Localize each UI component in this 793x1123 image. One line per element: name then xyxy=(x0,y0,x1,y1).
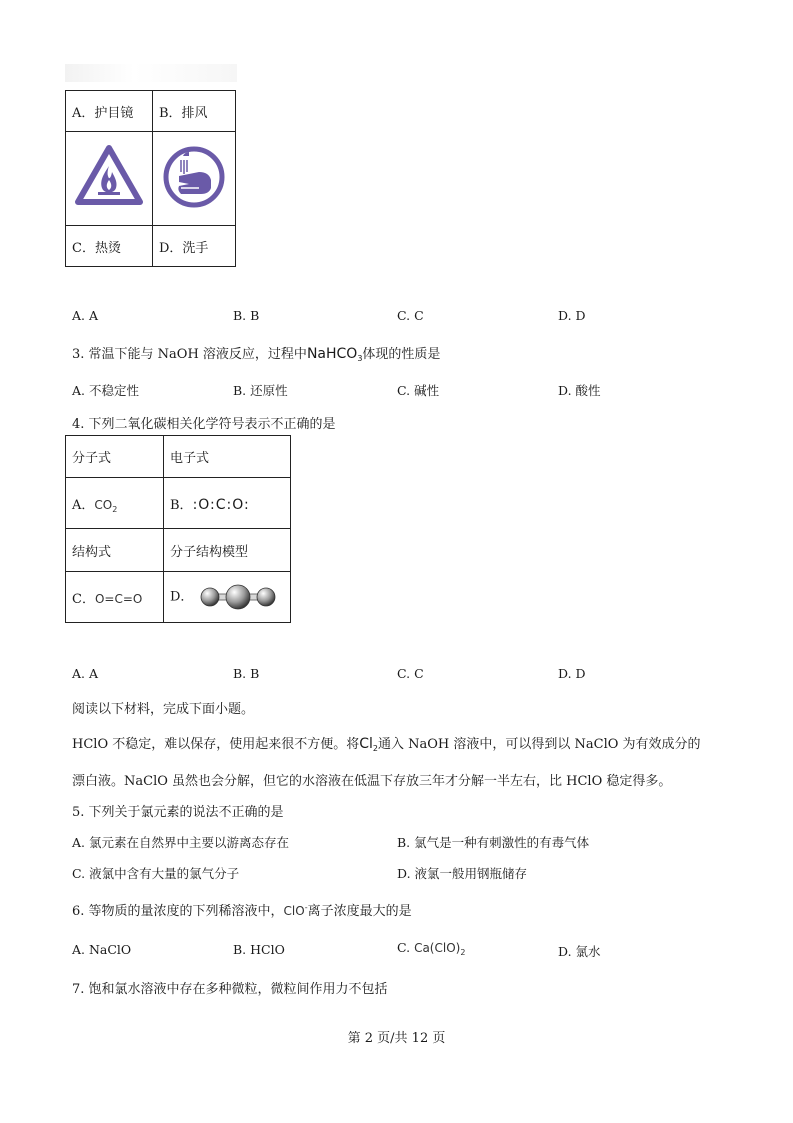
q6-option-c xyxy=(397,940,465,955)
q4-b-prefix: B． xyxy=(170,497,193,513)
q4-option-b: B. B xyxy=(233,666,260,681)
q4-header-model: 分子结构模型 xyxy=(164,529,291,572)
q3-text-before: 常温下能与 NaOH 溶液反应，过程中 xyxy=(88,347,307,362)
q6-ion-main: ClO xyxy=(283,904,305,918)
q2-cell-c: C．热烫 xyxy=(66,226,153,267)
q4-a-formula-sub: 2 xyxy=(112,504,118,514)
q3-option-a: A. 不稳定性 xyxy=(72,383,139,398)
q3-formula-main: NaHCO xyxy=(306,346,358,362)
q5-option-d: D. 液氯一般用钢瓶储存 xyxy=(397,866,528,881)
q3-formula-sub: 3 xyxy=(357,354,363,363)
q2-option-c: C. C xyxy=(397,308,424,323)
q2-option-a: A. A xyxy=(72,308,99,323)
q6-option-c-label: C. xyxy=(397,940,411,955)
q3-text-after: 体现的性质是 xyxy=(362,347,441,362)
q6-stem xyxy=(72,900,412,919)
q6-stem-after: 离子浓度最大的是 xyxy=(307,904,412,919)
q4-c-prefix: C． xyxy=(72,591,95,607)
q4-cell-c xyxy=(66,572,164,623)
q2-cell-flame xyxy=(66,132,153,226)
q4-co2-table xyxy=(65,435,291,623)
q4-a-prefix: A． xyxy=(72,497,95,513)
material-paragraph-1 xyxy=(72,733,701,752)
material-p1-after: 通入 NaOH 溶液中，可以得到以 NaClO 为有效成分的 xyxy=(378,737,701,752)
material-intro: 阅读以下材料，完成下面小题。 xyxy=(72,702,255,717)
q4-option-a: A. A xyxy=(72,666,99,681)
q4-a-formula xyxy=(94,498,117,512)
q5-option-a: A. 氯元素在自然界中主要以游离态存在 xyxy=(72,835,289,850)
q6-option-d: D. 氯水 xyxy=(558,944,601,959)
q2-cell-b: B．排风 xyxy=(153,91,236,132)
material-p1-before: HClO 不稳定，难以保存，使用起来很不方便。将 xyxy=(72,737,360,752)
q2-safety-table xyxy=(65,90,236,267)
q6-option-a: A. NaClO xyxy=(72,942,132,957)
q3-option-c: C. 碱性 xyxy=(397,383,440,398)
q6-option-c-formula xyxy=(414,941,465,955)
q4-option-c: C. C xyxy=(397,666,424,681)
q6-ion xyxy=(284,904,308,918)
q4-a-formula-main: CO xyxy=(94,497,113,512)
q2-cell-d: D．洗手 xyxy=(153,226,236,267)
material-cl2-sub: 2 xyxy=(372,744,378,753)
q4-c-structural: O=C=O xyxy=(94,591,143,606)
material-paragraph-2: 漂白液。NaClO 虽然也会分解，但它的水溶液在低温下存放三年才分解一半左右，比 HClO 稳定得多。 xyxy=(72,774,672,789)
q4-option-d: D. D xyxy=(558,666,586,681)
page-footer: 第 2 页/共 12 页 xyxy=(347,1031,446,1046)
flame-warning-icon xyxy=(72,142,146,212)
q4-stem: 4. 下列二氧化碳相关化学符号表示不正确的是 xyxy=(72,417,336,432)
q2-cell-a: A．护目镜 xyxy=(66,91,153,132)
cropped-image-remnant xyxy=(65,64,237,82)
q4-header-structural: 结构式 xyxy=(66,529,164,572)
q4-header-molecular: 分子式 xyxy=(66,436,164,478)
q4-b-lewis: :O:C:O: xyxy=(192,496,250,513)
q5-option-b: B. 氯气是一种有刺激性的有毒气体 xyxy=(397,835,590,850)
q5-stem: 5. 下列关于氯元素的说法不正确的是 xyxy=(72,805,284,820)
q3-stem xyxy=(72,343,440,362)
q6-c-formula-sub: 2 xyxy=(460,948,466,957)
q3-formula xyxy=(307,346,362,362)
q4-cell-b xyxy=(164,478,291,529)
q4-cell-a xyxy=(66,478,164,529)
material-cl2 xyxy=(359,736,378,752)
q2-option-b: B. B xyxy=(233,308,260,323)
q6-stem-before: 6. 等物质的量浓度的下列稀溶液中， xyxy=(72,904,284,919)
q5-option-c: C. 液氯中含有大量的氯气分子 xyxy=(72,866,240,881)
q6-c-formula-main: Ca(ClO) xyxy=(414,941,461,955)
material-cl2-main: Cl xyxy=(359,736,373,752)
q2-option-d: D. D xyxy=(558,308,586,323)
ball-and-stick-model-icon xyxy=(198,584,278,610)
q4-d-prefix: D． xyxy=(170,589,194,605)
q2-cell-hand xyxy=(153,132,236,226)
q4-header-electron: 电子式 xyxy=(164,436,291,478)
q6-ion-sup: - xyxy=(304,903,308,912)
q3-number: 3. xyxy=(72,347,85,362)
q6-option-b: B. HClO xyxy=(233,942,285,957)
q7-stem: 7. 饱和氯水溶液中存在多种微粒，微粒间作用力不包括 xyxy=(72,982,388,997)
q3-option-d: D. 酸性 xyxy=(558,383,601,398)
q4-cell-d xyxy=(164,572,291,623)
hand-washing-icon xyxy=(159,142,229,212)
q3-option-b: B. 还原性 xyxy=(233,383,288,398)
